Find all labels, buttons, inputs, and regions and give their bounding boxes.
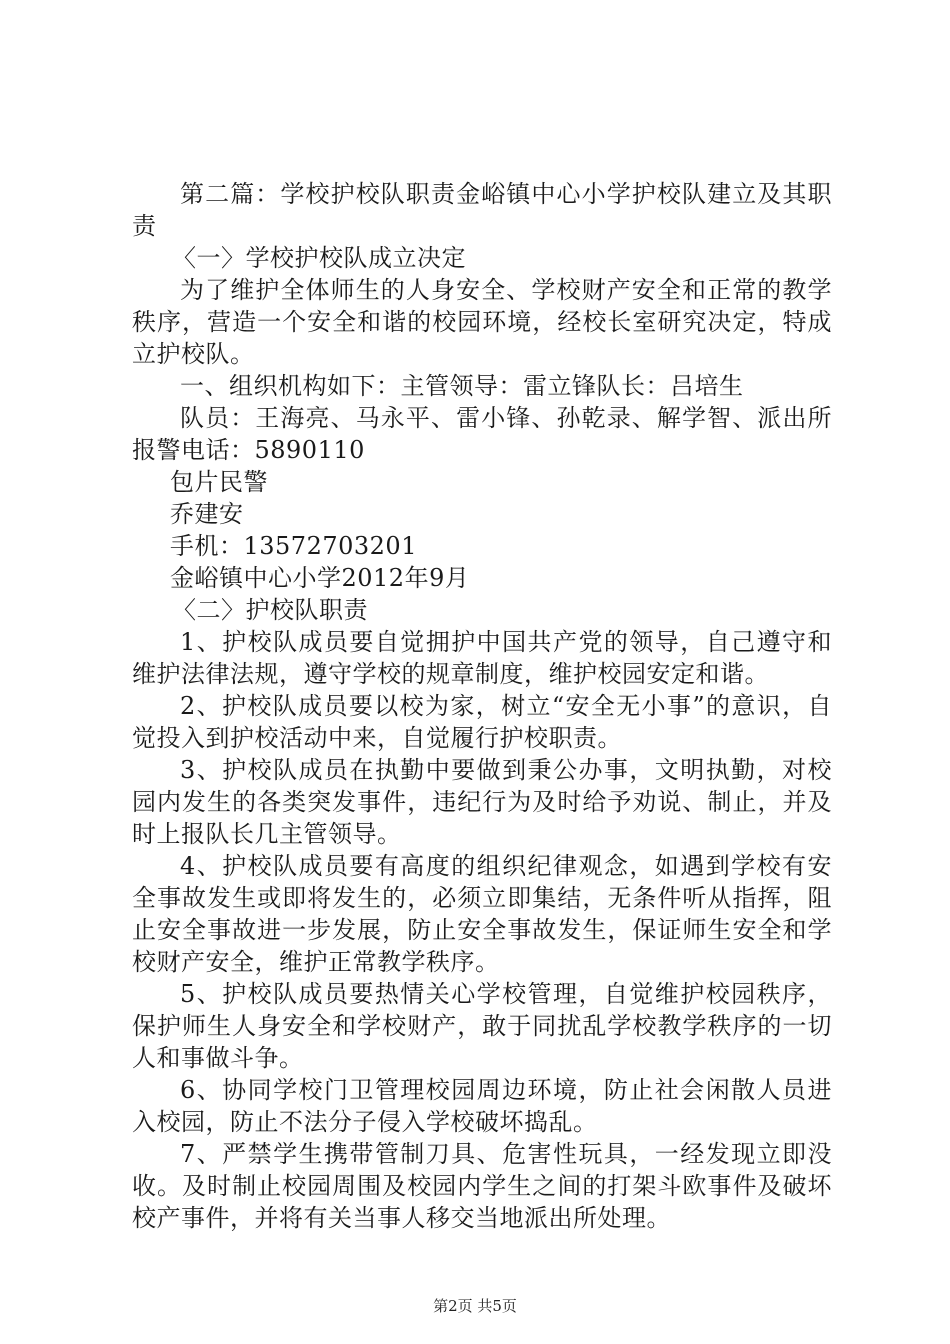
page-number-footer: 第2页 共5页 [433,1297,517,1315]
document-body [132,178,832,1234]
duty-item-3: 3、护校队成员在执勤中要做到秉公办事，文明执勤，对校园内发生的各类突发事件，违纪行为及时给予劝说、制止，并及时上报队长几主管领导。 [132,756,832,848]
duty-item-1: 1、护校队成员要自觉拥护中国共产党的领导，自己遵守和维护法律法规，遵守学校的规章制度，维护校园安定和谐。 [132,628,832,688]
line-phone: 手机：13572703201 [170,532,417,560]
duty-item-7: 7、严禁学生携带管制刀具、危害性玩具，一经发现立即没收。及时制止校园周围及校园内学生之间的打架斗欧事件及破坏校产事件，并将有关当事人移交当地派出所处理。 [132,1140,832,1232]
duty-item-5: 5、护校队成员要热情关心学校管理，自觉维护校园秩序，保护师生人身安全和学校财产，敢于同扰乱学校教学秩序的一切人和事做斗争。 [132,980,832,1072]
line-signature-date: 金峪镇中心小学2012年9月 [170,564,470,592]
paragraph-intro: 为了维护全体师生的人身安全、学校财产安全和正常的教学秩序，营造一个安全和谐的校园环境，经校长室研究决定，特成立护校队。 [132,276,832,368]
duty-item-2: 2、护校队成员要以校为家，树立“安全无小事”的意识，自觉投入到护校活动中来，自觉履行护校职责。 [132,692,832,752]
line-police-name: 乔建安 [170,500,244,528]
duty-item-4: 4、护校队成员要有高度的组织纪律观念，如遇到学校有安全事故发生或即将发生的，必须立即集结，无条件听从指挥，阻止安全事故进一步发展，防止安全事故发生，保证师生安全和学校财产安全，维护正常教学秩序。 [132,852,832,976]
duty-item-6: 6、协同学校门卫管理校园周边环境，防止社会闲散人员进入校园，防止不法分子侵入学校破坏捣乱。 [132,1076,832,1136]
paragraph-organization: 一、组织机构如下：主管领导：雷立锋队长：吕培生 [180,372,744,400]
section-heading-2: 〈二〉护校队职责 [172,596,368,624]
doc-title: 第二篇：学校护校队职责金峪镇中心小学护校队建立及其职责 [132,180,832,240]
section-heading-1: 〈一〉学校护校队成立决定 [172,244,466,272]
paragraph-members: 队员：王海亮、马永平、雷小锋、孙乾录、解学智、派出所报警电话：5890110 [132,404,832,464]
line-police-label: 包片民警 [170,468,268,496]
